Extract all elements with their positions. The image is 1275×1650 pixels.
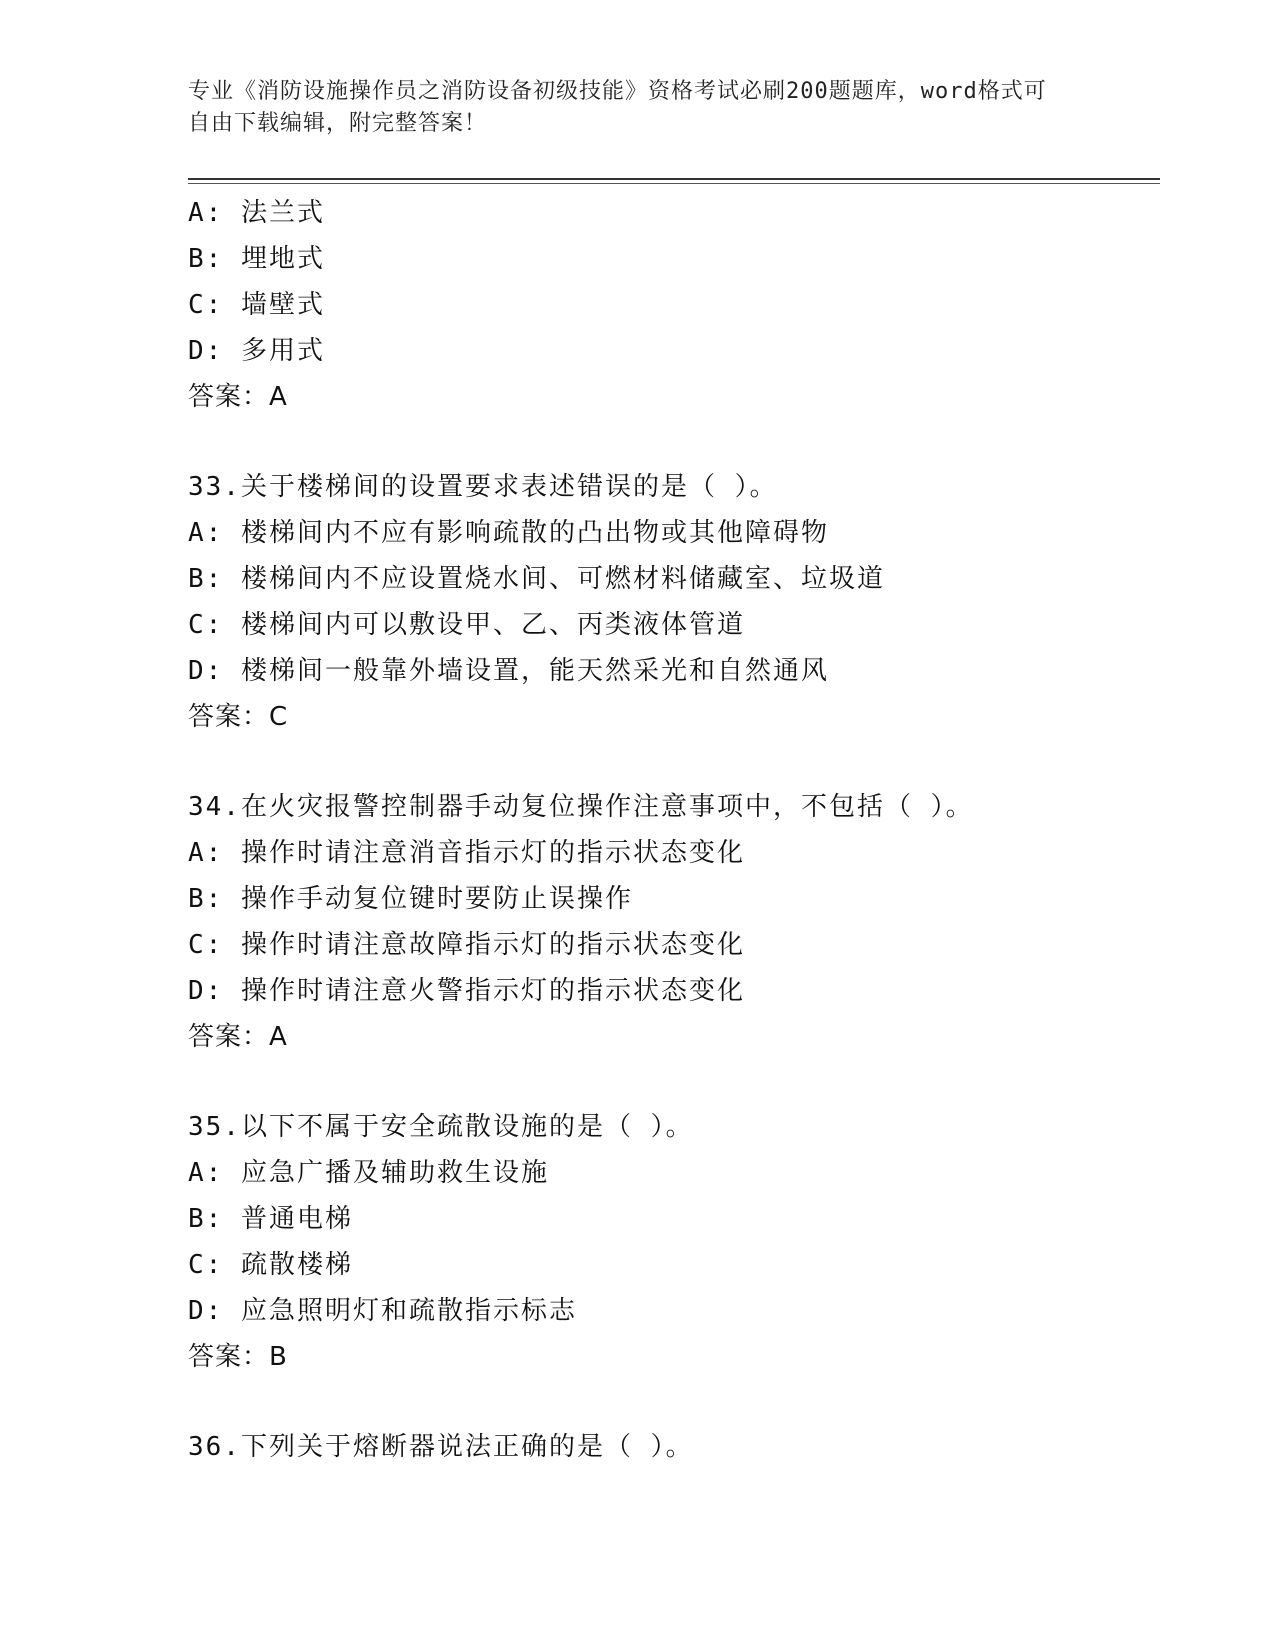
question-stem: 35.以下不属于安全疏散设施的是（ ）。 <box>188 1112 694 1142</box>
answer: 答案：A <box>188 382 288 412</box>
answer: 答案：A <box>188 1022 288 1052</box>
question-stem: 33.关于楼梯间的设置要求表述错误的是（ ）。 <box>188 472 778 502</box>
question-35 <box>188 1104 1148 1380</box>
option-b: B: 埋地式 <box>188 244 325 274</box>
option-d: D: 楼梯间一般靠外墙设置，能天然采光和自然通风 <box>188 656 829 686</box>
option-b: B: 普通电梯 <box>188 1204 353 1234</box>
option-b: B: 楼梯间内不应设置烧水间、可燃材料储藏室、垃圾道 <box>188 564 885 594</box>
option-c: C: 疏散楼梯 <box>188 1250 353 1280</box>
question-content <box>188 190 1148 1470</box>
answer: 答案：C <box>188 702 289 732</box>
option-a: A: 应急广播及辅助救生设施 <box>188 1158 549 1188</box>
option-d: D: 多用式 <box>188 336 325 366</box>
option-d: D: 操作时请注意火警指示灯的指示状态变化 <box>188 976 745 1006</box>
question-33 <box>188 464 1148 740</box>
option-b: B: 操作手动复位键时要防止误操作 <box>188 884 633 914</box>
question-34 <box>188 784 1148 1060</box>
option-c: C: 操作时请注意故障指示灯的指示状态变化 <box>188 930 745 960</box>
option-c: C: 墙壁式 <box>188 290 325 320</box>
document-header: 专业《消防设施操作员之消防设备初级技能》资格考试必刷200题题库，word格式可自由下载编辑，附完整答案！ <box>188 79 1047 136</box>
option-a: A: 法兰式 <box>188 198 325 228</box>
option-a: A: 操作时请注意消音指示灯的指示状态变化 <box>188 838 745 868</box>
answer: 答案：B <box>188 1342 288 1372</box>
option-c: C: 楼梯间内可以敷设甲、乙、丙类液体管道 <box>188 610 745 640</box>
question-32-continuation <box>188 190 1148 420</box>
question-stem: 36.下列关于熔断器说法正确的是（ ）。 <box>188 1432 694 1462</box>
question-36 <box>188 1424 1148 1470</box>
question-stem: 34.在火灾报警控制器手动复位操作注意事项中，不包括（ ）。 <box>188 792 974 822</box>
option-a: A: 楼梯间内不应有影响疏散的凸出物或其他障碍物 <box>188 518 829 548</box>
header-rule-thin <box>188 183 1160 184</box>
option-d: D: 应急照明灯和疏散指示标志 <box>188 1296 577 1326</box>
header-rule-thick <box>188 178 1160 180</box>
